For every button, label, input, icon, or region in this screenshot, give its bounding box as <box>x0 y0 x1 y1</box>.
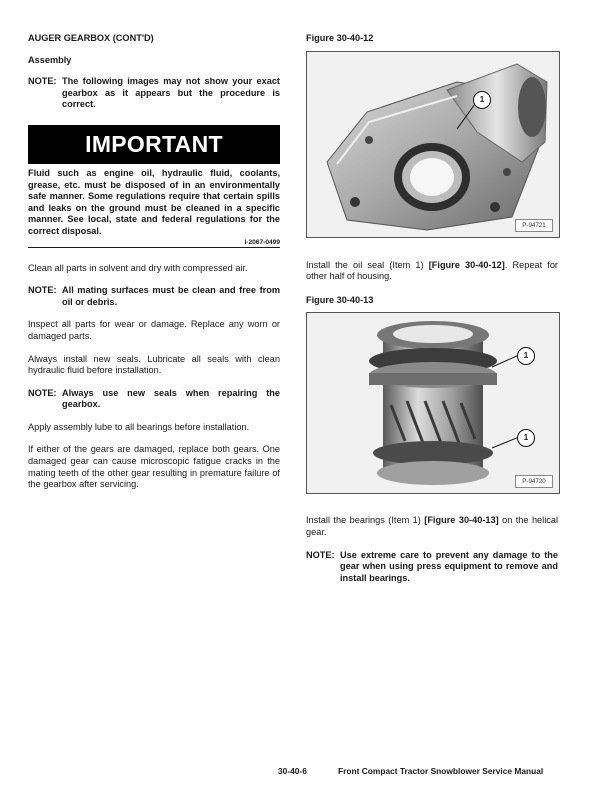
note-label: NOTE: <box>28 285 57 296</box>
footer-page-number: 30-40-6 <box>278 766 307 776</box>
section-title: AUGER GEARBOX (CONT'D) <box>28 33 154 43</box>
helical-gear-illustration <box>307 313 559 493</box>
text-span: on the helical gear. <box>306 515 558 537</box>
paragraph-inspect: Inspect all parts for wear or damage. Replace any worn or damaged parts. <box>28 319 280 341</box>
note-mating-surfaces <box>28 285 280 308</box>
paragraph-gears: If either of the gears are damaged, replace both gears. One damaged gear can cause microscopic fatigue cracks in the mating teeth of the other gear resulting in premature failure of the gearbox after servicing. <box>28 444 280 490</box>
note-press-equipment <box>306 550 558 585</box>
figure-reference: [Figure 30-40-13] <box>424 515 499 526</box>
text-span: Install the oil seal (Item 1) <box>306 259 429 270</box>
important-banner: IMPORTANT <box>28 125 280 164</box>
callout-item-1: 1 <box>517 429 535 447</box>
text-span: Install the bearings (Item 1) <box>306 515 425 526</box>
subheading-assembly: Assembly <box>28 54 72 65</box>
paragraph-clean: Clean all parts in solvent and dry with compressed air. <box>28 262 248 273</box>
note-text: All mating surfaces must be clean and free from oil or debris. <box>62 285 280 307</box>
note-label: NOTE: <box>306 549 335 560</box>
paragraph-oil-seal <box>306 260 558 283</box>
left-column <box>28 33 280 491</box>
important-rule <box>28 247 280 248</box>
callout-item-1: 1 <box>473 91 491 109</box>
note-images <box>28 76 280 111</box>
note-label: NOTE: <box>28 76 57 87</box>
paragraph-lube: Apply assembly lube to all bearings before installation. <box>28 421 250 432</box>
note-text: Always use new seals when repairing the gearbox. <box>62 387 280 410</box>
paragraph-seals: Always install new seals. Lubricate all seals with clean hydraulic fluid before installation. <box>28 353 280 376</box>
note-text: Use extreme care to prevent any damage to the gear when using press equipment to remove and install bearings. <box>340 549 558 583</box>
note-text: The following images may not show your exact gearbox as it appears but the procedure is correct. <box>62 76 280 110</box>
figure-code: P-94720 <box>515 475 553 488</box>
note-label: NOTE: <box>28 387 57 398</box>
important-block <box>28 125 280 248</box>
figure-30-40-12-title: Figure 30-40-12 <box>306 33 374 43</box>
important-code: I-2067-0499 <box>244 238 280 246</box>
figure-30-40-13-title: Figure 30-40-13 <box>306 294 374 305</box>
figure-code: P-94721 <box>515 219 553 232</box>
figure-reference: [Figure 30-40-12] <box>428 259 505 270</box>
figure-30-40-13-image <box>306 312 560 494</box>
text-span: . Repeat for other half of housing. <box>306 259 558 282</box>
figure-30-40-12-image <box>306 51 560 238</box>
important-text: Fluid such as engine oil, hydraulic fluid, coolants, grease, etc. must be disposed of in an environmentally safe manner. Some regulations require that certain spills and leaks on the ground must be cleaned in a specific manner. See local, state and federal regulations for the correct disposal. <box>28 167 280 236</box>
gearbox-housing-illustration <box>307 52 559 237</box>
callout-item-1: 1 <box>517 347 535 365</box>
note-new-seals <box>28 388 280 411</box>
paragraph-bearings <box>306 515 558 538</box>
footer-manual-title: Front Compact Tractor Snowblower Service Manual <box>338 766 544 776</box>
right-column <box>306 33 558 584</box>
